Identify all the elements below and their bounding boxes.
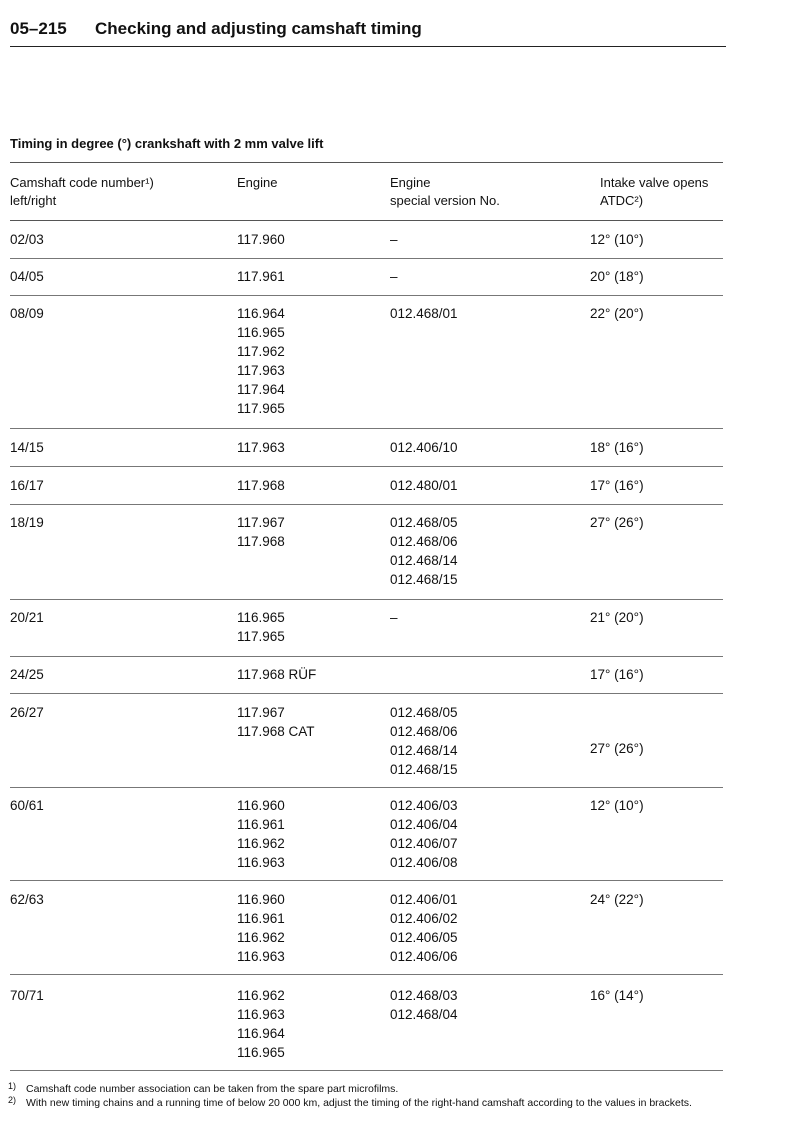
engine-cell: 117.968 [237, 478, 285, 493]
page-number: 05–215 [10, 19, 67, 38]
column-header-camshaft: Camshaft code number¹) left/right [10, 175, 154, 208]
intake-opens-cell: 20° (18°) [590, 269, 644, 284]
row-rule [10, 599, 723, 600]
special-version-cell: 012.468/05 012.468/06 012.468/14 012.468/15 [390, 515, 458, 587]
row-rule [10, 504, 723, 505]
camshaft-code-cell: 14/15 [10, 440, 44, 455]
camshaft-code-cell: 02/03 [10, 232, 44, 247]
intake-opens-cell: 22° (20°) [590, 306, 644, 321]
table-top-rule [10, 162, 723, 163]
engine-cell: 116.960 116.961 116.962 116.963 [237, 798, 285, 870]
engine-cell: 116.962 116.963 116.964 116.965 [237, 988, 285, 1060]
row-rule [10, 656, 723, 657]
page-header [10, 18, 726, 47]
row-rule [10, 1070, 723, 1071]
engine-cell: 117.963 [237, 440, 285, 455]
section-title: Timing in degree (°) crankshaft with 2 mm valve lift [10, 136, 324, 151]
camshaft-code-cell: 26/27 [10, 705, 44, 720]
row-rule [10, 258, 723, 259]
camshaft-code-cell: 62/63 [10, 892, 44, 907]
engine-cell: 117.961 [237, 269, 285, 284]
intake-opens-cell: 17° (16°) [590, 478, 644, 493]
intake-opens-cell: 21° (20°) [590, 610, 644, 625]
row-rule [10, 974, 723, 975]
special-version-cell: 012.468/05 012.468/06 012.468/14 012.468/15 [390, 705, 458, 777]
row-rule [10, 466, 723, 467]
row-rule [10, 880, 723, 881]
special-version-cell: 012.468/01 [390, 306, 458, 321]
footnote-mark: 2) [8, 1095, 17, 1105]
intake-opens-cell: 27° (26°) [590, 515, 644, 530]
special-version-cell: – [390, 610, 398, 625]
special-version-cell: 012.480/01 [390, 478, 458, 493]
intake-opens-cell: 18° (16°) [590, 440, 644, 455]
engine-cell: 117.967 117.968 [237, 515, 285, 549]
special-version-cell: 012.406/01 012.406/02 012.406/05 012.406/06 [390, 892, 458, 964]
camshaft-code-cell: 08/09 [10, 306, 44, 321]
camshaft-code-cell: 04/05 [10, 269, 44, 284]
intake-opens-cell: 24° (22°) [590, 892, 644, 907]
engine-cell: 117.960 [237, 232, 285, 247]
special-version-cell: 012.406/03 012.406/04 012.406/07 012.406/08 [390, 798, 458, 870]
special-version-cell: 012.406/10 [390, 440, 458, 455]
row-rule [10, 787, 723, 788]
camshaft-code-cell: 70/71 [10, 988, 44, 1003]
intake-opens-cell: 12° (10°) [590, 798, 644, 813]
header-bottom-rule [10, 220, 723, 221]
column-header-engine: Engine [237, 175, 278, 190]
intake-opens-cell: 27° (26°) [590, 741, 644, 756]
column-header-special-version: Engine special version No. [390, 175, 500, 208]
intake-opens-cell: 17° (16°) [590, 667, 644, 682]
engine-cell: 117.967 117.968 CAT [237, 705, 315, 739]
row-rule [10, 693, 723, 694]
column-header-intake-valve: Intake valve opens ATDC²) [600, 175, 709, 208]
engine-cell: 116.964 116.965 117.962 117.963 117.964 117.965 [237, 306, 285, 416]
camshaft-code-cell: 16/17 [10, 478, 44, 493]
footnote-text: With new timing chains and a running time of below 20 000 km, adjust the timing of the right-hand camshaft according to the values in brackets. [26, 1097, 692, 1109]
camshaft-code-cell: 18/19 [10, 515, 44, 530]
page-title: Checking and adjusting camshaft timing [95, 19, 422, 38]
footnote-text: Camshaft code number association can be taken from the spare part microfilms. [26, 1083, 399, 1095]
engine-cell: 116.965 117.965 [237, 610, 285, 644]
row-rule [10, 295, 723, 296]
intake-opens-cell: 16° (14°) [590, 988, 644, 1003]
special-version-cell: – [390, 232, 398, 247]
special-version-cell: 012.468/03 012.468/04 [390, 988, 458, 1022]
engine-cell: 116.960 116.961 116.962 116.963 [237, 892, 285, 964]
intake-opens-cell: 12° (10°) [590, 232, 644, 247]
camshaft-code-cell: 20/21 [10, 610, 44, 625]
camshaft-code-cell: 24/25 [10, 667, 44, 682]
camshaft-code-cell: 60/61 [10, 798, 44, 813]
special-version-cell: – [390, 269, 398, 284]
row-rule [10, 428, 723, 429]
footnote-mark: 1) [8, 1081, 17, 1091]
engine-cell: 117.968 RÜF [237, 667, 317, 682]
